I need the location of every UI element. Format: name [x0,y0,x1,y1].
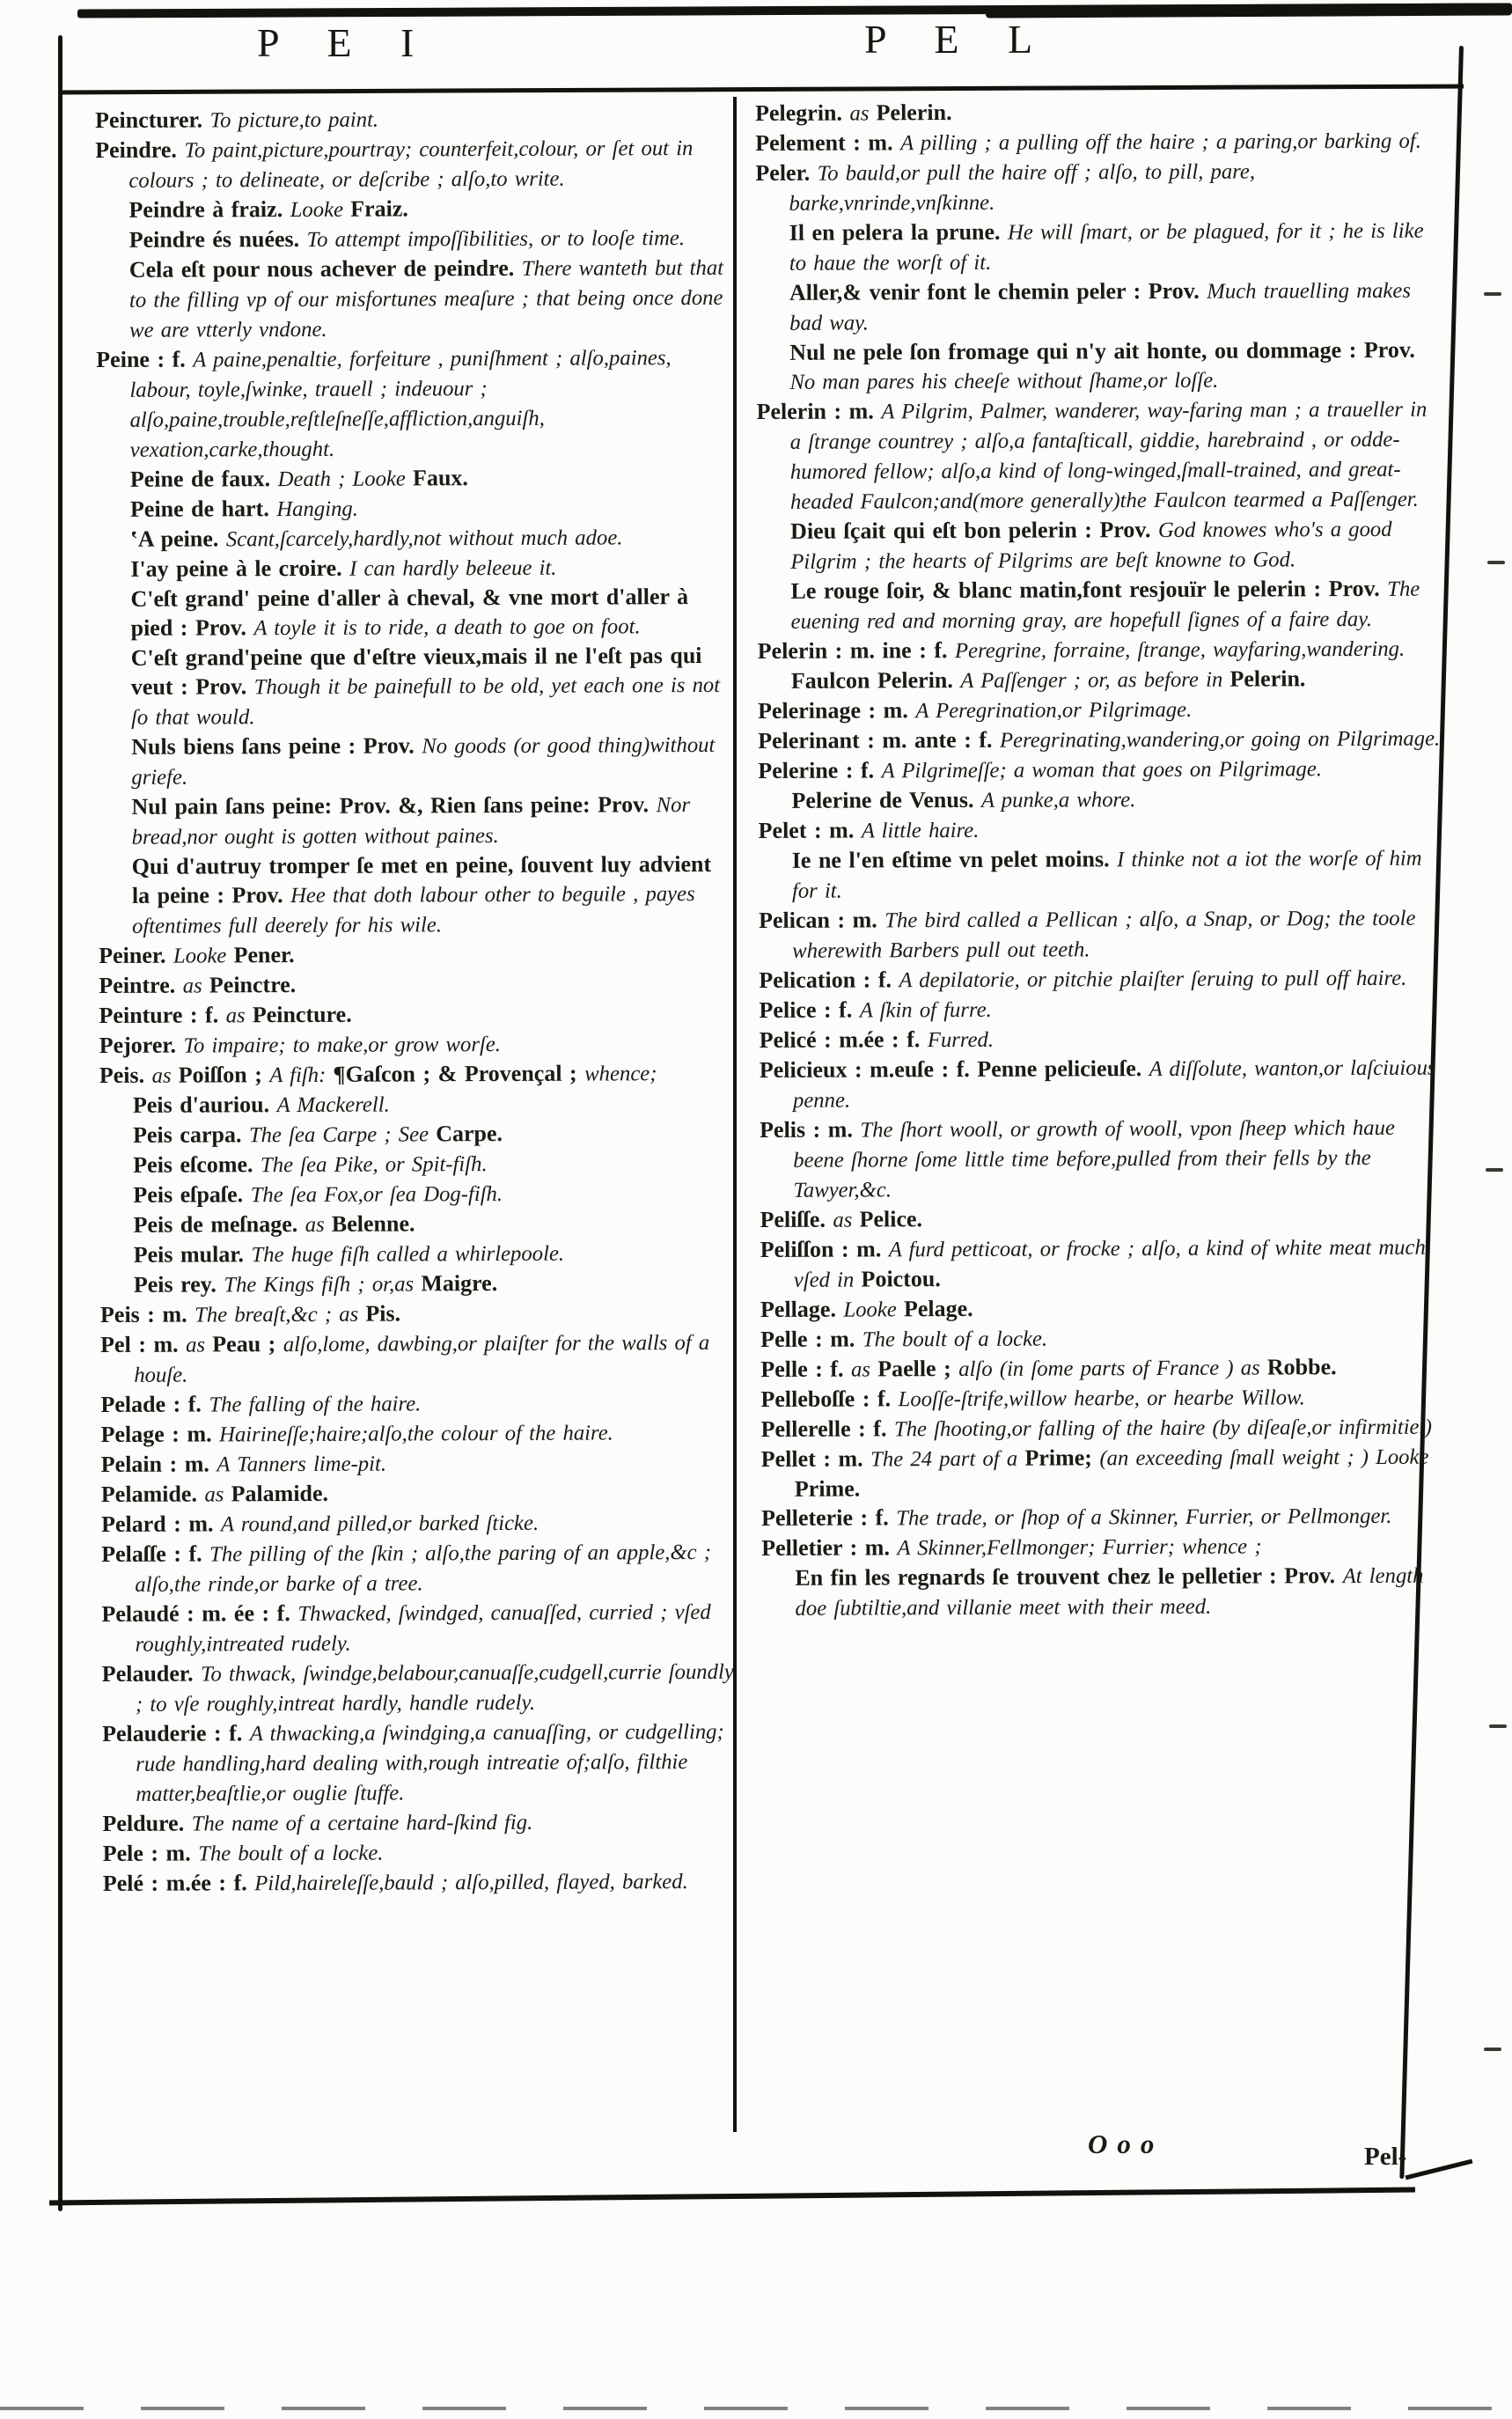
entry-definition: I thinke not a iot the worſe of him for it. [791,846,1422,903]
entry-definition: Looke [290,197,351,223]
entry-headword: Qui d'autruy tromper ſe met en peine, ſouvent luy advient la peine : Prov. [131,850,712,908]
entry-definition: There wanteth but that to the filling vp of our misfortunes meaſure ; that being once done we are vtterly vndone. [128,255,724,342]
entry-headword: Pellage. [760,1296,844,1322]
entry-roman-text: Peau ; [212,1331,283,1357]
entry-roman-text: Maigre. [421,1270,498,1297]
entry-definition: To picture,to paint. [209,107,379,133]
entry-headword: Peindre és nuées. [128,225,307,253]
dictionary-subentry [98,641,731,732]
entry-headword: Pelade : f. [100,1391,209,1417]
column-left [95,103,737,1899]
entry-definition: The falling of the haire. [209,1392,422,1417]
entry-headword: Pelle : f. [760,1356,852,1382]
entry-headword: Pelis : m. [760,1116,861,1143]
entry-headword: Pelice : f. [759,996,860,1023]
dictionary-entry [758,694,1442,726]
entry-roman-text: Pelerin. [1229,665,1306,692]
entry-definition: A depilatorie, or pitchie plaiſter ſeruing to pull off haire. [899,966,1407,993]
entry-roman-text: Peincture. [252,1001,352,1028]
margin-mark [1484,2048,1501,2051]
page-bottom-edge [0,2407,1512,2410]
entry-definition: A little haire. [861,818,980,843]
entry-definition: The ſea Carpe ; See [248,1122,437,1148]
entry-definition: as [186,1333,213,1357]
entry-definition: A Skinner,Fellmonger; Furrier; whence ; [897,1534,1262,1561]
entry-headword: C'eſt grand'peine que d'eſtre vieux,mais il ne l'eſt pas qui veut : Prov. [130,642,702,700]
entry-headword: ‛A peine. [130,526,226,552]
entry-headword: Nul ne pele ſon fromage qui n'y ait honte, ou dommage : Prov. [789,336,1415,365]
entry-definition: A furd petticoat, or frocke ; alſo, a kind of white meat much vſed in [793,1235,1426,1292]
entry-definition: No man pares his cheeſe without ſhame,or loſſe. [789,368,1219,394]
entry-headword: Pel : m. [100,1331,187,1357]
dictionary-entry [103,1866,737,1899]
entry-roman-text: Palamide. [231,1480,329,1507]
entry-headword: Peler. [755,159,818,186]
entry-roman-text: Pener. [233,942,295,968]
dictionary-entry [759,993,1443,1026]
entry-definition: To attempt impoſſibilities, or to looſe time. [306,226,686,252]
entry-headword: Peis d'auriou. [132,1092,277,1118]
entry-definition: A Paſſenger ; or, as before in [960,667,1230,693]
dictionary-entry [95,133,729,195]
dictionary-entry [755,156,1440,218]
entry-headword: Ie ne l'en eſtime vn pelet moins. [791,846,1118,873]
entry-definition: The huge fiſh called a whirlepoole. [251,1241,565,1268]
entry-headword: Pelerinage : m. [757,697,916,724]
dictionary-entry [100,1387,734,1420]
entry-headword: Peindre à fraiz. [128,196,290,223]
entry-headword: Pelerinant : m. ante : f. [758,726,1001,754]
dictionary-subentry [97,462,730,495]
entry-headword: Pelerine de Venus. [791,786,981,813]
entry-roman-text: Belenne. [331,1210,415,1237]
margin-mark [1487,561,1505,564]
dictionary-subentry [758,783,1442,816]
entry-definition: The breaſt,&c ; as [195,1302,366,1327]
entry-headword: Le rouge ſoir, & blanc matin,font resjouïr le pelerin : Prov. [790,575,1388,604]
dictionary-entry [99,938,732,971]
entry-headword: Pelicieux : m.euſe : f. [759,1055,978,1083]
dictionary-subentry [98,730,731,792]
entry-definition: Peregrine, forraine, ſtrange, wayfaring,wandering. [954,636,1406,664]
entry-roman-text: Pelice. [859,1206,923,1232]
entry-headword: Aller,& venir font le chemin peler : Prov. [789,277,1207,305]
entry-definition: A pilling ; a pulling off the haire ; a paring,or barking of. [899,129,1421,156]
entry-headword: Nuls biens ſans peine : Prov. [131,732,422,760]
entry-headword: Peis mular. [133,1241,252,1268]
entry-headword: Pejorer. [99,1032,184,1058]
entry-headword: Pelerine : f. [758,757,882,783]
entry-roman-text: Faux. [412,465,468,491]
entry-headword: Pelaudé : m. ée : f. [101,1600,298,1627]
entry-definition: Much trauelling makes bad way. [789,278,1411,335]
entry-headword: En fin les regnards ſe trouvent chez le pelletier : Prov. [795,1562,1343,1591]
entry-definition: Furred. [927,1027,995,1053]
entry-roman-text: Prime. [794,1475,861,1502]
entry-headword: Pelauder. [101,1660,202,1687]
entry-roman-text: Pis. [365,1300,401,1327]
frame-left-rule [58,35,62,2211]
entry-headword: Peiner. [99,942,174,968]
entry-headword: Pelleterie : f. [760,1504,897,1531]
entry-headword: Pelain : m. [100,1451,217,1477]
dictionary-entry [760,1023,1444,1055]
entry-definition: A Pilgrim, Palmer, wanderer, way-faring man ; a traueller in a ſtrange countrey ; alſo,a fantaſticall, giddie, harebraind , or odde-humored fellow; alſo,a kind of long-winged,ſmall-trained, and great-headed Faulcon;and(more generally)the Faulcon tearmed a Paſſenger. [789,397,1428,514]
dictionary-subentry [96,253,730,345]
entry-definition: (an exceeding ſmall weight ; ) Looke [1099,1445,1429,1471]
margin-mark [1486,1168,1503,1172]
entry-headword: Pelegrin. [755,99,850,126]
entry-definition: alſo (in ſome parts of France ) as [958,1356,1267,1382]
entry-headword: Pelard : m. [100,1511,222,1537]
entry-definition: Peregrinating,wandering,or going on Pilgrimage. [999,726,1441,753]
entry-headword: Peis. [99,1062,152,1088]
entry-headword: Pelage : m. [100,1421,220,1447]
dictionary-entry [755,96,1440,129]
dictionary-entry [99,968,732,1001]
entry-definition: The Kings fiſh ; or,as [224,1272,422,1298]
entry-headword: Peis de meſnage. [133,1210,305,1238]
dictionary-entry [100,1327,734,1390]
entry-definition: He will ſmart, or be plagued, for it ; he is like to haue the worſt of it. [789,218,1424,276]
dictionary-entry [99,998,732,1031]
entry-headword: Nul pain ſans peine: Prov. &, Rien ſans peine: Prov. [131,791,657,820]
entry-definition: To paint,picture,pourtray; counterfeit,colour, or ſet out in colours ; to delineate, or deſcribe ; alſo,to write. [128,136,694,193]
entry-definition: A Mackerell. [276,1092,390,1118]
entry-headword: Pelerin : m. ine : f. [757,637,956,664]
dictionary-entry [101,1477,735,1510]
dictionary-subentry [95,193,729,225]
entry-definition: Nor bread,nor ought is gotten without paines. [131,793,691,849]
entry-definition: The pilling of the ſkin ; alſo,the paring of an apple,&c ; alſo,the rinde,or barke of a tree. [135,1540,712,1597]
entry-headword: Pelican : m. [759,907,885,933]
dictionary-subentry [99,1148,733,1180]
entry-roman-text: Penne pelicieuſe. [977,1055,1149,1082]
entry-headword: Pelerin : m. [756,398,882,424]
entry-headword: I'ay peine à le croire. [130,555,350,582]
entry-definition: as [151,1063,179,1088]
entry-definition: alſo,lome, dawbing,or plaiſter for the walls of a houſe. [134,1330,710,1387]
entry-headword: Peine de hart. [129,496,277,522]
entry-definition: A ſkin of furre. [859,997,992,1023]
dictionary-subentry [96,223,730,255]
entry-headword: Pelicé : m.ée : f. [759,1026,928,1053]
entry-headword: Pelement : m. [755,129,901,156]
entry-definition: A Pilgrimeſſe; a woman that goes on Pilgrimage. [881,757,1323,783]
dictionary-entry [95,103,729,136]
dictionary-entry [102,1657,736,1719]
dictionary-entry [99,1058,733,1091]
entry-definition: To bauld,or pull the haire off ; alſo, to pill, pare, barke,vnrinde,vnſkinne. [789,159,1256,216]
entry-definition: as [833,1208,860,1232]
entry-roman-text: ¶Gaſcon ; & Provençal ; [333,1060,585,1087]
dictionary-entry [99,1028,733,1061]
header-separator-rule [59,85,1464,95]
entry-definition: Hanging. [276,496,358,522]
dictionary-entry [760,1382,1445,1415]
dictionary-entry [759,963,1443,996]
dictionary-subentry [99,1178,733,1210]
entry-headword: Peinture : f. [99,1002,226,1028]
dictionary-subentry [97,582,730,643]
entry-headword: Pele : m. [102,1840,199,1866]
entry-definition: The trade, or ſhop of a Skinner, Furrier, or Pellmonger. [896,1504,1392,1531]
dictionary-entry [760,1292,1445,1325]
entry-headword: Peliſſon : m. [760,1236,889,1262]
dictionary-subentry [757,514,1442,577]
entry-headword: Peldure. [102,1810,192,1836]
entry-definition: The ſea Fox,or ſea Dog-fiſh. [250,1181,503,1208]
entry-definition: as [225,1004,253,1028]
entry-definition: The boult of a locke. [862,1327,1048,1352]
dictionary-entry [759,903,1443,966]
entry-definition: At length doe ſubtiltie,and villanie meet with their meed. [795,1563,1424,1621]
dictionary-entry [758,724,1442,756]
dictionary-entry [102,1717,736,1809]
entry-headword: Peis : m. [99,1301,195,1327]
entry-headword: Peintre. [99,972,183,998]
margin-mark [1489,1724,1507,1728]
dictionary-subentry [761,1561,1446,1623]
entry-definition: Hee that doth labour other to beguile , payes oftentimes full deerely for his wile. [132,882,695,938]
entry-roman-text: Peinctre. [209,972,297,998]
signature-mark: Ooo [1088,2129,1164,2159]
entry-headword: Faulcon Pelerin. [790,666,961,694]
entry-headword: Pelletier : m. [761,1534,898,1561]
dictionary-entry [760,1113,1444,1205]
entry-definition: A round,and pilled,or barked ſticke. [220,1511,539,1537]
entry-headword: Pelé : m.ée : f. [102,1870,255,1896]
entry-headword: Peindre. [95,136,185,163]
entry-definition: Looſſe-ſtrife,willow hearbe, or hearbe Willow. [898,1386,1305,1412]
entry-headword: Pelamide. [100,1481,205,1507]
entry-definition: To thwack, ſwindge,belabour,canuaſſe,cudgell,currie ſoundly ; to vſe roughly,intreat hardly, handle rudely. [135,1659,734,1717]
dictionary-subentry [756,216,1441,278]
entry-definition: as [305,1212,332,1237]
dictionary-entry [759,813,1443,846]
dictionary-subentry [99,1088,733,1121]
entry-definition: A Tanners lime-pit. [217,1452,387,1477]
dictionary-entry [761,1501,1446,1533]
entry-headword: Peine de faux. [129,466,278,492]
entry-headword: Pellet : m. [760,1445,871,1472]
dictionary-subentry [100,1238,734,1270]
entry-definition: as [182,974,209,998]
entry-definition: The bird called a Pellican ; alſo, a Snap, or Dog; the toole wherewith Barbers pull out teeth. [792,906,1416,963]
entry-headword: Pellerelle : f. [760,1415,894,1442]
dictionary-subentry [97,492,730,525]
dictionary-subentry [98,790,731,852]
entry-definition: as [850,1357,878,1382]
entry-headword: Pelleboſſe : f. [760,1386,899,1412]
entry-headword: Peis eſpaſe. [133,1181,251,1208]
entry-definition: The ſhooting,or falling of the haire (by diſeaſe,or infirmitie.) [893,1415,1432,1442]
running-head-left: P E I [257,20,434,65]
entry-roman-text: Poiſſon ; [178,1062,270,1088]
dictionary-entry [96,342,730,465]
dictionary-entry [760,1322,1445,1355]
dictionary-entry [101,1417,735,1450]
entry-headword: Peincturer. [95,107,210,133]
entry-definition: The name of a certaine hard-ſkind fig. [191,1810,533,1836]
frame-bottom-rule [49,2187,1415,2206]
entry-definition: Though it be painefull to be old, yet each one is not ſo that would. [130,673,721,730]
entry-headword: Pelauderie : f. [102,1720,250,1746]
entry-definition: No goods (or good thing)without griefe. [131,732,716,790]
entry-definition: Looke [172,944,234,968]
entry-headword: Il en pelera la prune. [789,218,1009,246]
entry-definition: A Peregrination,or Pilgrimage. [915,697,1193,724]
dictionary-entry [756,394,1442,517]
entry-definition: Scant,ſcarcely,hardly,not without much adoe. [225,526,623,552]
entry-headword: Dieu ſçait qui eſt bon pelerin : Prov. [790,517,1159,544]
entry-definition: The euening red and morning gray, are hopefull ſignes of a faire day. [790,577,1420,634]
entry-headword: Cela eſt pour nous achever de peindre. [128,254,522,283]
dictionary-subentry [99,1208,733,1240]
dictionary-entry [761,1442,1446,1504]
dictionary-entry [101,1597,735,1659]
entry-roman-text: Carpe. [436,1120,503,1147]
entry-roman-text: Poictou. [861,1266,941,1292]
entry-definition: Thwacked, ſwindged, canuaſſed, curried ; vſed roughly,intreated rudely. [135,1599,711,1657]
entry-roman-text: Pelerin. [876,99,952,126]
entry-definition: Hairineſſe;haire;alſo,the colour of the haire. [219,1421,613,1447]
entry-definition: as [849,101,877,126]
margin-mark [1484,292,1501,296]
entry-definition: God knowes who's a good Pilgrim ; the hearts of Pilgrims are beſt knowne to God. [790,517,1392,574]
entry-definition: A fiſh: [269,1062,334,1088]
dictionary-entry [761,1412,1446,1445]
entry-definition: Death ; Looke [277,467,414,492]
entry-roman-text: Robbe. [1266,1354,1337,1380]
dictionary-entry [760,1053,1444,1115]
entry-definition: I can hardly beleeue it. [349,555,557,581]
dictionary-entry [758,754,1442,786]
entry-definition: Pild,haireleſſe,bauld ; alſo,pilled, flayed, barked. [254,1870,688,1896]
entry-definition: as [204,1482,231,1507]
entry-headword: Pelication : f. [759,967,899,993]
entry-definition: A punke,a whore. [980,788,1136,812]
entry-headword: Peis carpa. [133,1121,249,1148]
entry-definition: Looke [843,1298,905,1322]
dictionary-entry [100,1298,734,1330]
dictionary-entry [101,1447,735,1480]
entry-headword: Pelaſſe : f. [101,1540,210,1567]
entry-headword: Peis eſcome. [133,1151,261,1178]
dictionary-entry [760,1352,1445,1385]
dictionary-entry [101,1537,735,1599]
dictionary-entry [103,1836,737,1869]
catchword: Pel- [1364,2143,1407,2171]
entry-headword: Peliſſe. [760,1206,833,1232]
entry-definition: The boult of a locke. [198,1841,384,1866]
dictionary-subentry [756,335,1441,397]
entry-definition: A toyle it is to ride, a death to goe on foot. [253,614,641,641]
entry-roman-text: Prime; [1024,1445,1100,1471]
dictionary-subentry [757,574,1442,636]
entry-definition: The ſhort wooll, or growth of wooll, vpon ſheep which haue beene ſhorne ſome little time before,pulled from their fells by the Tawyer,&c. [793,1115,1395,1202]
frame-bottom-corner-rule [1406,2159,1473,2180]
dictionary-entry [758,634,1442,666]
entry-headword: Peine : f. [96,346,194,372]
entry-definition: A paine,penaltie, forfeiture , puniſhment ; alſo,paines, labour, toyle,ſwinke, trauell ; indeuour ; alſo,paine,trouble,reſtleſneſſe,affliction,anguiſh, vexation,carke,thought. [129,346,672,462]
entry-headword: Peis rey. [133,1271,224,1298]
dictionary-subentry [756,276,1441,338]
dictionary-entry [760,1202,1444,1235]
running-head-right: P E L [864,17,1053,62]
dictionary-subentry [759,843,1443,906]
entry-roman-text: Pelage. [903,1295,973,1322]
dictionary-entry [761,1531,1446,1563]
column-right [755,96,1447,1623]
entry-roman-text: Fraiz. [350,195,408,222]
dictionary-entry [760,1232,1445,1295]
dictionary-subentry [100,1268,734,1300]
entry-definition: whence; [584,1062,657,1086]
dictionary-entry [102,1806,736,1839]
entry-headword: Pelle : m. [760,1326,862,1352]
entry-definition: A thwacking,a ſwindging,a canuaſſing, or cudgelling; rude handling,hard dealing with,rough intreatie of;alſo, filthie matter,beaſtlie,or ouglie ſtuffe. [136,1719,724,1806]
entry-definition: A diſſolute, wanton,or laſciuious penne. [792,1055,1436,1113]
dictionary-subentry [99,1118,733,1151]
dictionary-subentry [99,849,732,941]
frame-top-rule-thick [986,3,1512,18]
dictionary-subentry [758,664,1442,696]
dictionary-subentry [97,522,730,555]
entry-definition: The ſea Pike, or Spit-fiſh. [260,1152,488,1178]
dictionary-entry [755,126,1440,158]
entry-definition: The 24 part of a [870,1446,1025,1472]
entry-headword: Pelet : m. [758,817,862,843]
dictionary-entry [101,1507,735,1540]
entry-headword: C'eſt grand' peine d'aller à cheval, & vne mort d'aller à pied : Prov. [130,584,689,641]
entry-roman-text: Paelle ; [877,1356,959,1382]
dictionary-subentry [97,552,730,585]
entry-definition: To impaire; to make,or grow worſe. [183,1032,501,1058]
